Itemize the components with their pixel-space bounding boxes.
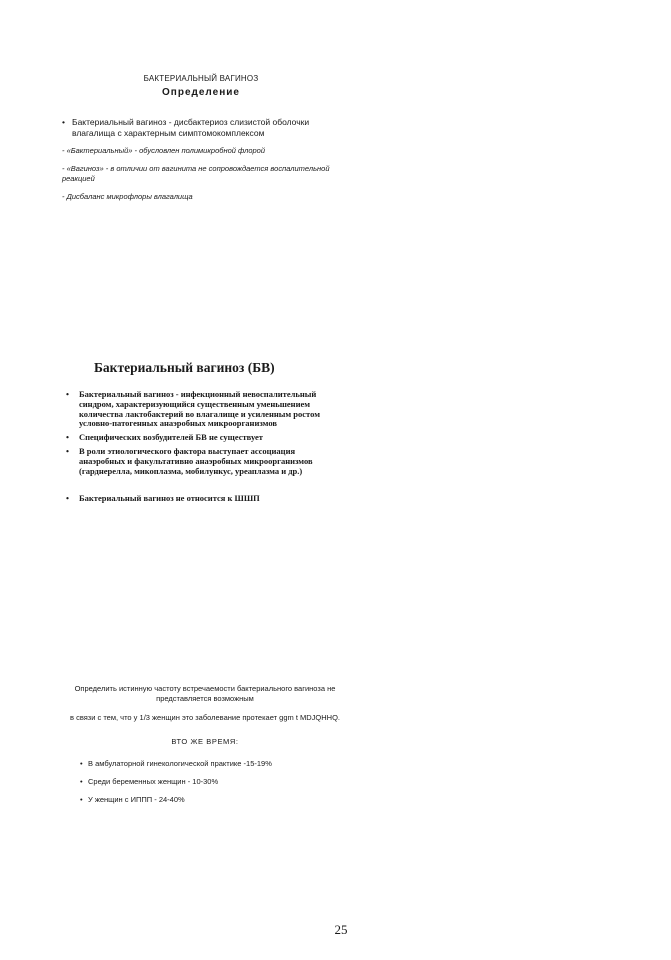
- list-item-text: Среди беременных женщин - 10-30%: [88, 777, 219, 786]
- bullet: •: [80, 759, 83, 768]
- frequency-list: [80, 759, 340, 805]
- slide-kicker: БАКТЕРИАЛЬНЫЙ ВАГИНОЗ: [143, 74, 259, 83]
- definition-text: Бактериальный вагиноз - дисбактериоз слизистой оболочки влагалища с характерным симптомокомплексом: [72, 117, 310, 138]
- slide-bv: [66, 360, 336, 508]
- note-vaginosis: - «Вагиноз» - в отличии от вагинита не сопровождается воспалительной реакцией: [62, 164, 330, 183]
- note-bacterial: - «Бактериальный» - обусловлен полимикробной флорой: [62, 146, 266, 155]
- page-number: 25: [334, 922, 348, 937]
- slide-title: Бактериальный вагиноз (БВ): [94, 360, 275, 375]
- list-item-text: Бактериальный вагиноз - инфекционный невоспалительный синдром, характеризующийся существенным уменьшением количества лактобактерий во влагалище и усиленным ростом условно-патогенных анаэробных микроорганизмов: [79, 389, 320, 429]
- slide-definition: [62, 74, 332, 202]
- list-item-text: В амбулаторной гинекологической практике -15-19%: [88, 759, 272, 768]
- bullet: •: [66, 493, 69, 504]
- list-item-text: В роли этиологического фактора выступает ассоциация анаэробных и факультативно анаэробных микроорганизмов (гарднерелла, микоплазма, мобилункус, уреаплазма и др.): [79, 445, 313, 476]
- list-item-text: Бактериальный вагиноз не относится к ШШП: [79, 493, 260, 504]
- list-item: [66, 390, 336, 429]
- bullet: •: [66, 432, 69, 443]
- frequency-reason: в связи с тем, что у 1/3 женщин это заболевание протекает ggm t MDJQHHQ.: [70, 713, 340, 722]
- list-item-text: Специфических возбудителей БВ не существует: [79, 432, 263, 443]
- list-item: [66, 447, 336, 476]
- bullet: •: [80, 795, 83, 804]
- slide-title: Определение: [162, 87, 240, 98]
- bullet: •: [62, 117, 65, 127]
- list-item: [80, 759, 340, 769]
- note-dysbalance: - Дисбаланс микрофлоры влагалища: [62, 192, 193, 201]
- list-item: [80, 795, 340, 805]
- bv-list: [66, 390, 336, 504]
- bullet: •: [80, 777, 83, 786]
- slide-frequency: [70, 684, 340, 813]
- frequency-intro: Определить истинную частоту встречаемости бактериального вагиноза не представляется возможным: [74, 684, 336, 703]
- list-item: [66, 494, 336, 504]
- bullet: •: [66, 445, 69, 456]
- bullet: •: [66, 389, 69, 399]
- list-item-text: У женщин с ИППП - 24-40%: [88, 795, 185, 804]
- list-item: [80, 777, 340, 787]
- definition-item: [62, 117, 332, 138]
- list-item: [66, 433, 336, 443]
- frequency-heading: ВТО ЖЕ ВРЕМЯ:: [171, 737, 239, 746]
